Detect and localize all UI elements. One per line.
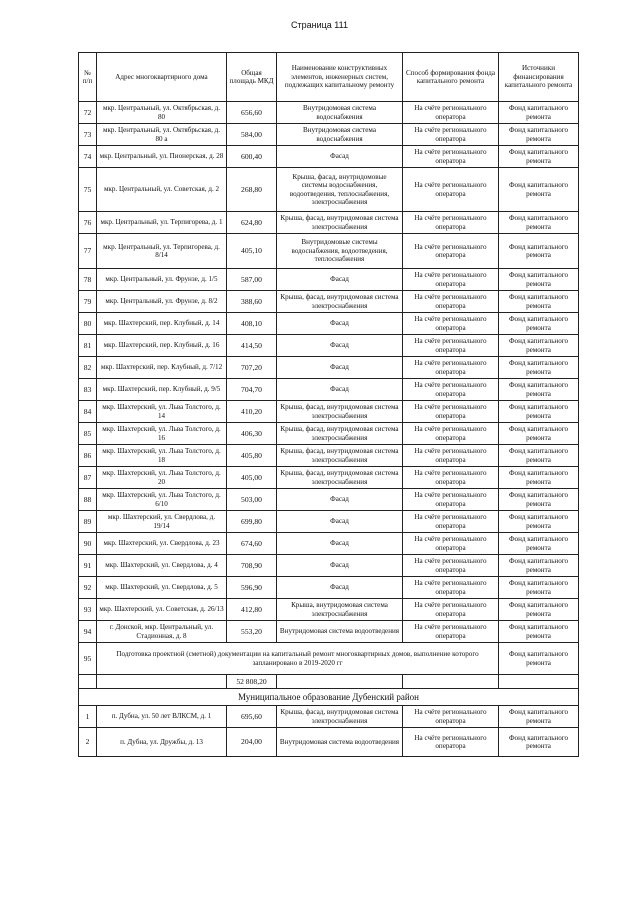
- row-method: На счёте регионального оператора: [403, 555, 499, 577]
- row-method: На счёте регионального оператора: [403, 269, 499, 291]
- row-method: На счёте регионального оператора: [403, 489, 499, 511]
- row-source: Фонд капитального ремонта: [499, 401, 579, 423]
- table-row: [79, 234, 579, 269]
- row-works: Внутридомовая система водоснабжения: [277, 124, 403, 146]
- municipality-heading: Муниципальное образование Дубенский район: [79, 689, 579, 706]
- table-row: [79, 511, 579, 533]
- table-row: [79, 269, 579, 291]
- row-number: 92: [79, 577, 97, 599]
- row-works: Крыша, фасад, внутридомовая система электроснабжения: [277, 467, 403, 489]
- row-method: На счёте регионального оператора: [403, 357, 499, 379]
- table-row: [79, 146, 579, 168]
- row-source: Фонд капитального ремонта: [499, 291, 579, 313]
- row-method: На счёте регионального оператора: [403, 212, 499, 234]
- row-method: На счёте регионального оператора: [403, 621, 499, 643]
- row-address: мкр. Шахтерский, пер. Клубный, д. 14: [97, 313, 227, 335]
- row-project-docs-text: Подготовка проектной (сметной) документации на капитальный ремонт многоквартирных домов, выполнение которого запланировано в 2019-2020 гг: [97, 643, 499, 675]
- row-area: 708,90: [227, 555, 277, 577]
- header-works: Наименование конструктивных элементов, инженерных систем, подлежащих капитальному ремонту: [277, 53, 403, 102]
- row-method: На счёте регионального оператора: [403, 234, 499, 269]
- row-area: 695,60: [227, 706, 277, 728]
- row-method: На счёте регионального оператора: [403, 168, 499, 212]
- row-area: 553,20: [227, 621, 277, 643]
- row-works: Фасад: [277, 511, 403, 533]
- repair-register-table: [78, 52, 579, 757]
- table-row: [79, 291, 579, 313]
- row-number: 93: [79, 599, 97, 621]
- table-row: [79, 577, 579, 599]
- row-address: мкр. Шахтерский, ул. Льва Толстого, д. 18: [97, 445, 227, 467]
- row-address: мкр. Шахтерский, ул. Советская, д. 26/13: [97, 599, 227, 621]
- row-area: 699,80: [227, 511, 277, 533]
- page-number: Страница 111: [291, 20, 348, 30]
- row-number: 76: [79, 212, 97, 234]
- row-area: 707,20: [227, 357, 277, 379]
- row-number: 82: [79, 357, 97, 379]
- row-source: Фонд капитального ремонта: [499, 728, 579, 757]
- row-method: На счёте регионального оператора: [403, 445, 499, 467]
- row-number: 90: [79, 533, 97, 555]
- row-number: 78: [79, 269, 97, 291]
- row-works: Внутридомовая система водоотведения: [277, 621, 403, 643]
- row-source: Фонд капитального ремонта: [499, 212, 579, 234]
- row-works: Фасад: [277, 146, 403, 168]
- row-area: 412,80: [227, 599, 277, 621]
- row-number: 77: [79, 234, 97, 269]
- municipality-heading-row: [79, 689, 579, 706]
- row-area: 587,00: [227, 269, 277, 291]
- row-source: Фонд капитального ремонта: [499, 467, 579, 489]
- row-address: мкр. Центральный, ул. Терпигорева, д. 8/14: [97, 234, 227, 269]
- row-works: Фасад: [277, 357, 403, 379]
- table-row: [79, 313, 579, 335]
- table-row: [79, 467, 579, 489]
- row-source: Фонд капитального ремонта: [499, 146, 579, 168]
- row-source: Фонд капитального ремонта: [499, 577, 579, 599]
- row-address: мкр. Шахтерский, ул. Льва Толстого, д. 20: [97, 467, 227, 489]
- row-method: На счёте регионального оператора: [403, 379, 499, 401]
- row-number: 89: [79, 511, 97, 533]
- row-source: Фонд капитального ремонта: [499, 621, 579, 643]
- table-row: [79, 533, 579, 555]
- table-row: [79, 357, 579, 379]
- total-empty-address: [97, 675, 227, 689]
- header-source: Источники финансирования капитального ремонта: [499, 53, 579, 102]
- row-number: 75: [79, 168, 97, 212]
- row-method: На счёте регионального оператора: [403, 313, 499, 335]
- row-works: Крыша, фасад, внутридомовая система электроснабжения: [277, 212, 403, 234]
- row-source: Фонд капитального ремонта: [499, 511, 579, 533]
- row-area: 405,80: [227, 445, 277, 467]
- table-row: [79, 102, 579, 124]
- table-row: [79, 621, 579, 643]
- row-number: 84: [79, 401, 97, 423]
- row-number: 73: [79, 124, 97, 146]
- row-address: мкр. Шахтерский, ул. Льва Толстого, д. 16: [97, 423, 227, 445]
- row-number: 79: [79, 291, 97, 313]
- row-works: Крыша, фасад, внутридомовые системы водоснабжения, водоотведения, теплоснабжения, электроснабжения: [277, 168, 403, 212]
- row-address: мкр. Центральный, ул. Пионерская, д. 28: [97, 146, 227, 168]
- row-works: Крыша, фасад, внутридомовая система электроснабжения: [277, 706, 403, 728]
- row-address: мкр. Шахтерский, пер. Клубный, д. 7/12: [97, 357, 227, 379]
- row-method: На счёте регионального оператора: [403, 291, 499, 313]
- row-address: мкр. Шахтерский, пер. Клубный, д. 16: [97, 335, 227, 357]
- row-number: 2: [79, 728, 97, 757]
- row-method: На счёте регионального оператора: [403, 146, 499, 168]
- row-address: мкр. Шахтерский, ул. Льва Толстого, д. 14: [97, 401, 227, 423]
- row-works: Крыша, фасад, внутридомовая система электроснабжения: [277, 291, 403, 313]
- row-address: п. Дубна, ул. 50 лет ВЛКСМ, д. 1: [97, 706, 227, 728]
- row-address: мкр. Центральный, ул. Советская, д. 2: [97, 168, 227, 212]
- row-area: 656,60: [227, 102, 277, 124]
- row-source: Фонд капитального ремонта: [499, 335, 579, 357]
- row-area: 388,60: [227, 291, 277, 313]
- row-source: Фонд капитального ремонта: [499, 357, 579, 379]
- row-method: На счёте регионального оператора: [403, 728, 499, 757]
- row-area: 408,10: [227, 313, 277, 335]
- table-row: [79, 212, 579, 234]
- table-row: [79, 445, 579, 467]
- row-number: 91: [79, 555, 97, 577]
- table-row: [79, 728, 579, 757]
- row-area: 405,00: [227, 467, 277, 489]
- row-method: На счёте регионального оператора: [403, 706, 499, 728]
- row-works: Внутридомовая система водоотведения: [277, 728, 403, 757]
- row-method: На счёте регионального оператора: [403, 423, 499, 445]
- row-works: Фасад: [277, 269, 403, 291]
- row-works: Фасад: [277, 335, 403, 357]
- table-row: [79, 401, 579, 423]
- row-address: г. Донской, мкр. Центральный, ул. Стадионная, д. 8: [97, 621, 227, 643]
- table-row: [79, 335, 579, 357]
- row-number: 72: [79, 102, 97, 124]
- row-address: мкр. Центральный, ул. Октябрьская, д. 80 а: [97, 124, 227, 146]
- row-number: 83: [79, 379, 97, 401]
- row-address: мкр. Шахтерский, пер. Клубный, д. 9/5: [97, 379, 227, 401]
- row-number: 95: [79, 643, 97, 675]
- table-row: [79, 706, 579, 728]
- row-source: Фонд капитального ремонта: [499, 379, 579, 401]
- row-method: На счёте регионального оператора: [403, 577, 499, 599]
- row-source: Фонд капитального ремонта: [499, 102, 579, 124]
- total-empty-source: [499, 675, 579, 689]
- row-works: Фасад: [277, 313, 403, 335]
- row-works: Фасад: [277, 555, 403, 577]
- row-works: Внутридомовые системы водоснабжения, водоотведения, теплоснабжения: [277, 234, 403, 269]
- row-source: Фонд капитального ремонта: [499, 599, 579, 621]
- header-method: Способ формирования фонда капитального ремонта: [403, 53, 499, 102]
- row-number: 86: [79, 445, 97, 467]
- row-area: 704,70: [227, 379, 277, 401]
- row-source: Фонд капитального ремонта: [499, 234, 579, 269]
- row-address: п. Дубна, ул. Дружбы, д. 13: [97, 728, 227, 757]
- row-area: 624,80: [227, 212, 277, 234]
- total-empty-method: [403, 675, 499, 689]
- row-source: Фонд капитального ремонта: [499, 269, 579, 291]
- row-number: 85: [79, 423, 97, 445]
- row-source: Фонд капитального ремонта: [499, 168, 579, 212]
- row-area: 600,40: [227, 146, 277, 168]
- row-source: Фонд капитального ремонта: [499, 643, 579, 675]
- table-row: [79, 168, 579, 212]
- row-works: Фасад: [277, 379, 403, 401]
- row-address: мкр. Шахтерский, ул. Свердлова, д. 5: [97, 577, 227, 599]
- total-row: [79, 675, 579, 689]
- row-method: На счёте регионального оператора: [403, 599, 499, 621]
- row-area: 204,00: [227, 728, 277, 757]
- table-row-project-docs: [79, 643, 579, 675]
- row-method: На счёте регионального оператора: [403, 533, 499, 555]
- table-row: [79, 555, 579, 577]
- row-number: 74: [79, 146, 97, 168]
- row-works: Крыша, внутридомовая система электроснабжения: [277, 599, 403, 621]
- row-address: мкр. Шахтерский, ул. Льва Толстого, д. 6/10: [97, 489, 227, 511]
- row-works: Фасад: [277, 533, 403, 555]
- row-source: Фонд капитального ремонта: [499, 313, 579, 335]
- row-works: Крыша, фасад, внутридомовая система электроснабжения: [277, 445, 403, 467]
- row-method: На счёте регионального оператора: [403, 124, 499, 146]
- row-method: На счёте регионального оператора: [403, 467, 499, 489]
- row-area: 268,80: [227, 168, 277, 212]
- row-area: 674,60: [227, 533, 277, 555]
- row-method: На счёте регионального оператора: [403, 102, 499, 124]
- row-address: мкр. Шахтерский, ул. Свердлова, д. 23: [97, 533, 227, 555]
- row-source: Фонд капитального ремонта: [499, 423, 579, 445]
- row-area: 405,10: [227, 234, 277, 269]
- row-number: 80: [79, 313, 97, 335]
- total-empty-works: [277, 675, 403, 689]
- row-source: Фонд капитального ремонта: [499, 533, 579, 555]
- row-works: Крыша, фасад, внутридомовая система электроснабжения: [277, 401, 403, 423]
- table-row: [79, 423, 579, 445]
- row-source: Фонд капитального ремонта: [499, 555, 579, 577]
- total-area: 52 808,20: [227, 675, 277, 689]
- row-works: Внутридомовая система водоснабжения: [277, 102, 403, 124]
- table-row: [79, 489, 579, 511]
- row-source: Фонд капитального ремонта: [499, 445, 579, 467]
- row-method: На счёте регионального оператора: [403, 335, 499, 357]
- total-empty-num: [79, 675, 97, 689]
- row-address: мкр. Шахтерский, ул. Свердлова, д. 19/14: [97, 511, 227, 533]
- row-area: 406,30: [227, 423, 277, 445]
- table-header-row: [79, 53, 579, 102]
- row-address: мкр. Шахтерский, ул. Свердлова, д. 4: [97, 555, 227, 577]
- row-area: 584,00: [227, 124, 277, 146]
- row-address: мкр. Центральный, ул. Терпигорева, д. 1: [97, 212, 227, 234]
- table-row: [79, 124, 579, 146]
- row-number: 94: [79, 621, 97, 643]
- header-num: № п/п: [79, 53, 97, 102]
- row-number: 81: [79, 335, 97, 357]
- row-number: 1: [79, 706, 97, 728]
- row-method: На счёте регионального оператора: [403, 401, 499, 423]
- row-number: 87: [79, 467, 97, 489]
- row-area: 503,00: [227, 489, 277, 511]
- table-row: [79, 599, 579, 621]
- row-method: На счёте регионального оператора: [403, 511, 499, 533]
- row-source: Фонд капитального ремонта: [499, 706, 579, 728]
- row-source: Фонд капитального ремонта: [499, 489, 579, 511]
- row-source: Фонд капитального ремонта: [499, 124, 579, 146]
- row-works: Фасад: [277, 577, 403, 599]
- row-address: мкр. Центральный, ул. Фрунзе, д. 1/5: [97, 269, 227, 291]
- table-row: [79, 379, 579, 401]
- row-area: 596,90: [227, 577, 277, 599]
- header-address: Адрес многоквартирного дома: [97, 53, 227, 102]
- row-works: Фасад: [277, 489, 403, 511]
- row-address: мкр. Центральный, ул. Фрунзе, д. 8/2: [97, 291, 227, 313]
- row-area: 410,20: [227, 401, 277, 423]
- row-area: 414,50: [227, 335, 277, 357]
- row-number: 88: [79, 489, 97, 511]
- header-area: Общая площадь МКД: [227, 53, 277, 102]
- row-address: мкр. Центральный, ул. Октябрьская, д. 80: [97, 102, 227, 124]
- row-works: Крыша, фасад, внутридомовая система электроснабжения: [277, 423, 403, 445]
